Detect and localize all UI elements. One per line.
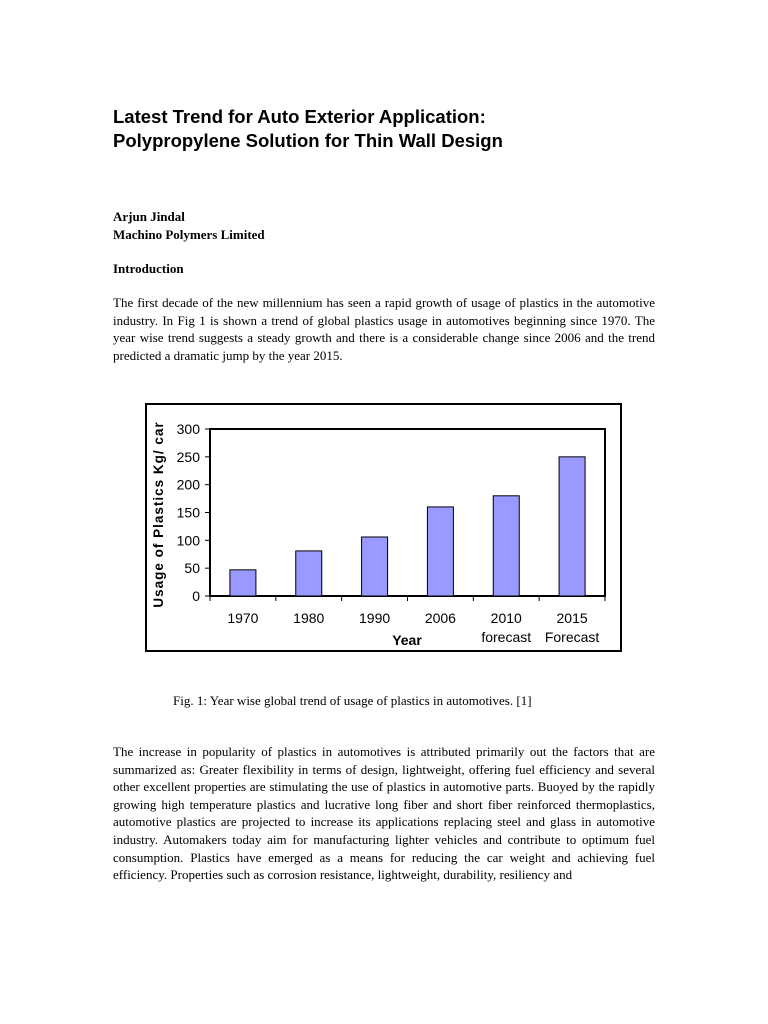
y-tick-label: 300	[176, 421, 200, 437]
x-tick-label: 2006	[424, 610, 456, 626]
title-line-2: Polypropylene Solution for Thin Wall Design	[113, 130, 503, 151]
bar	[493, 496, 519, 596]
x-tick-label: 2010	[490, 610, 522, 626]
author-block	[113, 208, 265, 244]
bar	[427, 507, 453, 596]
y-tick-label: 100	[176, 532, 200, 549]
x-tick-label: 2015	[556, 610, 588, 626]
y-axis-label: Usage of Plastics Kg/ car	[151, 421, 166, 608]
figure-caption: Fig. 1: Year wise global trend of usage of plastics in automotives. [1]	[173, 693, 532, 708]
x-tick-label: Forecast	[544, 629, 600, 645]
figure-chart	[145, 403, 622, 652]
x-tick-label: forecast	[481, 629, 532, 645]
author-affiliation: Machino Polymers Limited	[113, 227, 265, 242]
x-axis-label: Year	[392, 632, 422, 648]
author-name: Arjun Jindal	[113, 209, 185, 224]
intro-paragraph: The first decade of the new millennium has seen a rapid growth of usage of plastics in the automotive industry. In Fig 1 is shown a trend of global plastics usage in automotives beginning since 1970. The year wise trend suggests a steady growth and there is a considerable change since 2006 and the trend predicted a dramatic jump by the year 2015.	[113, 295, 655, 363]
document-title	[113, 105, 673, 153]
y-tick-label: 200	[176, 476, 200, 493]
bar	[296, 551, 322, 596]
y-tick-label: 250	[176, 448, 200, 465]
body-paragraph: The increase in popularity of plastics in automotives is attributed primarily out the factors that are summarized as: Greater flexibility in terms of design, lightweight, offering fuel efficiency and several other excellent properties are stimulating the use of plastics in automotive parts. Buoyed by the rapidly growing high temperature plastics and lucrative long fiber and short fiber reinforced thermoplastics, automotive plastics are projected to increase its applications replacing steel and glass in automotive industry. Automakers today aim for manufacturing lighter vehicles and contribute to optimum fuel consumption. Plastics have emerged as a means for reducing the car weight and achieving fuel efficiency. Properties such as corrosion resistance, lightweight, durability, resiliency and	[113, 744, 655, 883]
title-line-1: Latest Trend for Auto Exterior Application:	[113, 106, 486, 127]
x-tick-label: 1990	[359, 610, 391, 626]
y-tick-label: 50	[184, 560, 200, 577]
bar-chart	[147, 405, 620, 650]
bar	[230, 570, 256, 596]
bar	[362, 537, 388, 596]
x-tick-label: 1980	[293, 610, 325, 626]
x-tick-label: 1970	[227, 610, 259, 626]
section-heading: Introduction	[113, 261, 184, 276]
y-tick-label: 0	[192, 588, 200, 604]
bar	[559, 457, 585, 596]
y-tick-label: 150	[176, 504, 200, 521]
plot-area	[210, 429, 605, 596]
